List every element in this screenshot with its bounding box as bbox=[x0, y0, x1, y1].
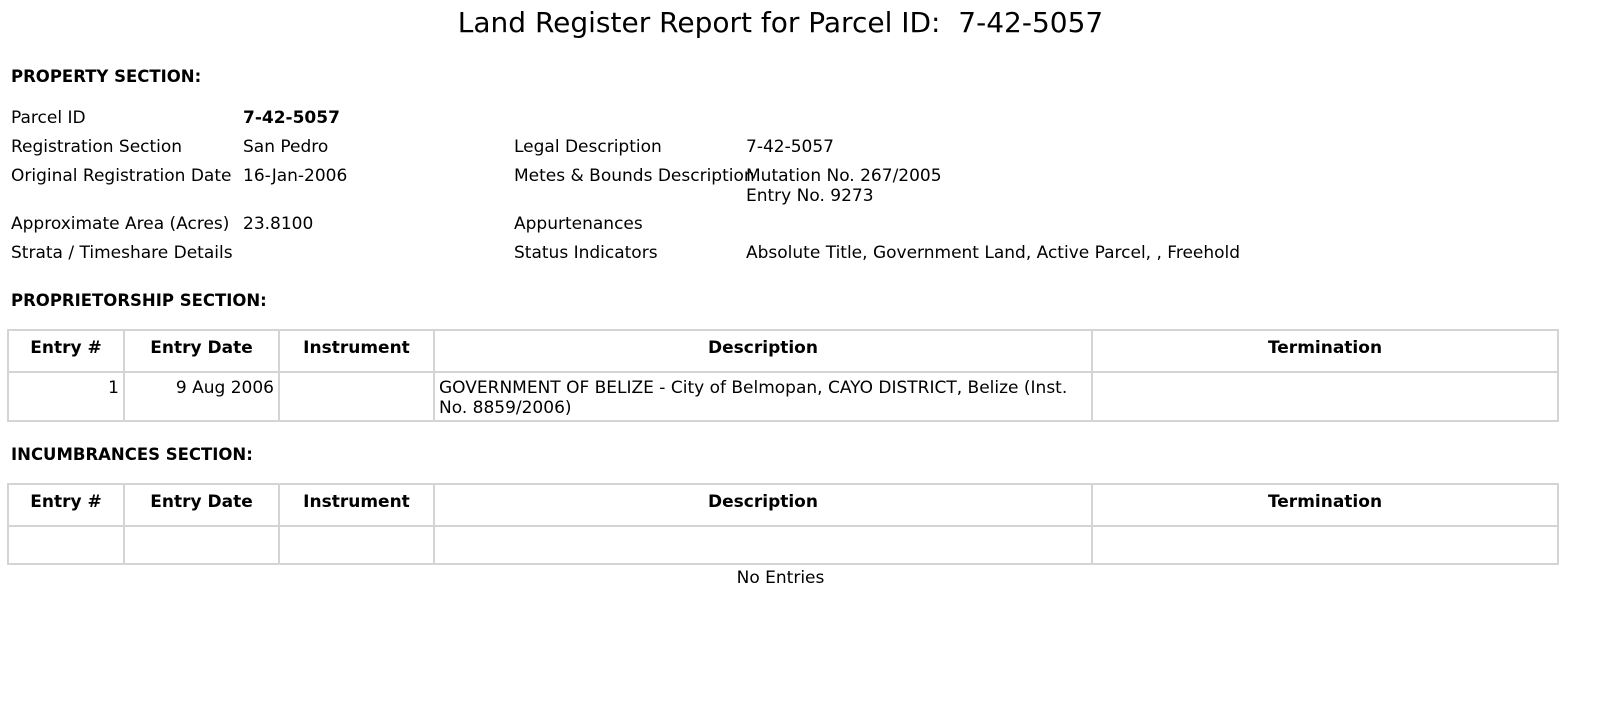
strata-timeshare-label: Strata / Timeshare Details bbox=[11, 243, 233, 263]
registration-section-value: San Pedro bbox=[243, 137, 329, 157]
empty-cell bbox=[279, 526, 434, 564]
parcel-id-value: 7-42-5057 bbox=[243, 108, 340, 128]
column-header-entry: Entry # bbox=[8, 330, 124, 372]
status-indicators-value: Absolute Title, Government Land, Active Parcel, , Freehold bbox=[746, 243, 1241, 263]
column-header-entry-date: Entry Date bbox=[124, 484, 279, 526]
property-section-heading: PROPERTY SECTION: bbox=[11, 67, 202, 86]
description-cell: GOVERNMENT OF BELIZE - City of Belmopan, CAYO DISTRICT, Belize (Inst. No. 8859/2006) bbox=[434, 372, 1092, 421]
column-header-instrument: Instrument bbox=[279, 330, 434, 372]
empty-table-row bbox=[8, 526, 1558, 564]
legal-description-value: 7-42-5057 bbox=[746, 137, 834, 157]
proprietorship-section-heading: PROPRIETORSHIP SECTION: bbox=[11, 291, 267, 310]
column-header-description: Description bbox=[434, 484, 1092, 526]
entry-date-cell: 9 Aug 2006 bbox=[124, 372, 279, 421]
column-header-termination: Termination bbox=[1092, 484, 1558, 526]
column-header-description: Description bbox=[434, 330, 1092, 372]
empty-cell bbox=[124, 526, 279, 564]
approximate-area-label: Approximate Area (Acres) bbox=[11, 214, 230, 234]
empty-cell bbox=[1092, 526, 1558, 564]
parcel-id-label: Parcel ID bbox=[11, 108, 86, 128]
appurtenances-label: Appurtenances bbox=[514, 214, 643, 234]
column-header-entry-date: Entry Date bbox=[124, 330, 279, 372]
empty-cell bbox=[8, 526, 124, 564]
registration-section-label: Registration Section bbox=[11, 137, 183, 157]
incumbrances-table bbox=[7, 483, 1559, 565]
metes-bounds-entry: Entry No. 9273 bbox=[746, 186, 874, 206]
legal-description-label: Legal Description bbox=[514, 137, 662, 157]
instrument-cell bbox=[279, 372, 434, 421]
no-entries-text: No Entries bbox=[736, 568, 825, 588]
termination-cell bbox=[1092, 372, 1558, 421]
proprietorship-header-row bbox=[8, 330, 1558, 372]
empty-cell bbox=[434, 526, 1092, 564]
proprietorship-table bbox=[7, 329, 1559, 422]
entry-number-cell: 1 bbox=[8, 372, 124, 421]
report-title: Land Register Report for Parcel ID: 7-42-5057 bbox=[457, 6, 1104, 39]
incumbrances-section-heading: INCUMBRANCES SECTION: bbox=[11, 445, 253, 464]
approximate-area-value: 23.8100 bbox=[243, 214, 314, 234]
original-registration-date-label: Original Registration Date bbox=[11, 166, 232, 186]
column-header-termination: Termination bbox=[1092, 330, 1558, 372]
metes-bounds-mutation: Mutation No. 267/2005 bbox=[746, 166, 942, 186]
status-indicators-label: Status Indicators bbox=[514, 243, 658, 263]
incumbrances-header-row bbox=[8, 484, 1558, 526]
table-row bbox=[8, 372, 1558, 421]
metes-bounds-label: Metes & Bounds Description bbox=[514, 166, 755, 186]
metes-bounds-value bbox=[746, 166, 942, 206]
column-header-instrument: Instrument bbox=[279, 484, 434, 526]
column-header-entry: Entry # bbox=[8, 484, 124, 526]
original-registration-date-value: 16-Jan-2006 bbox=[243, 166, 348, 186]
